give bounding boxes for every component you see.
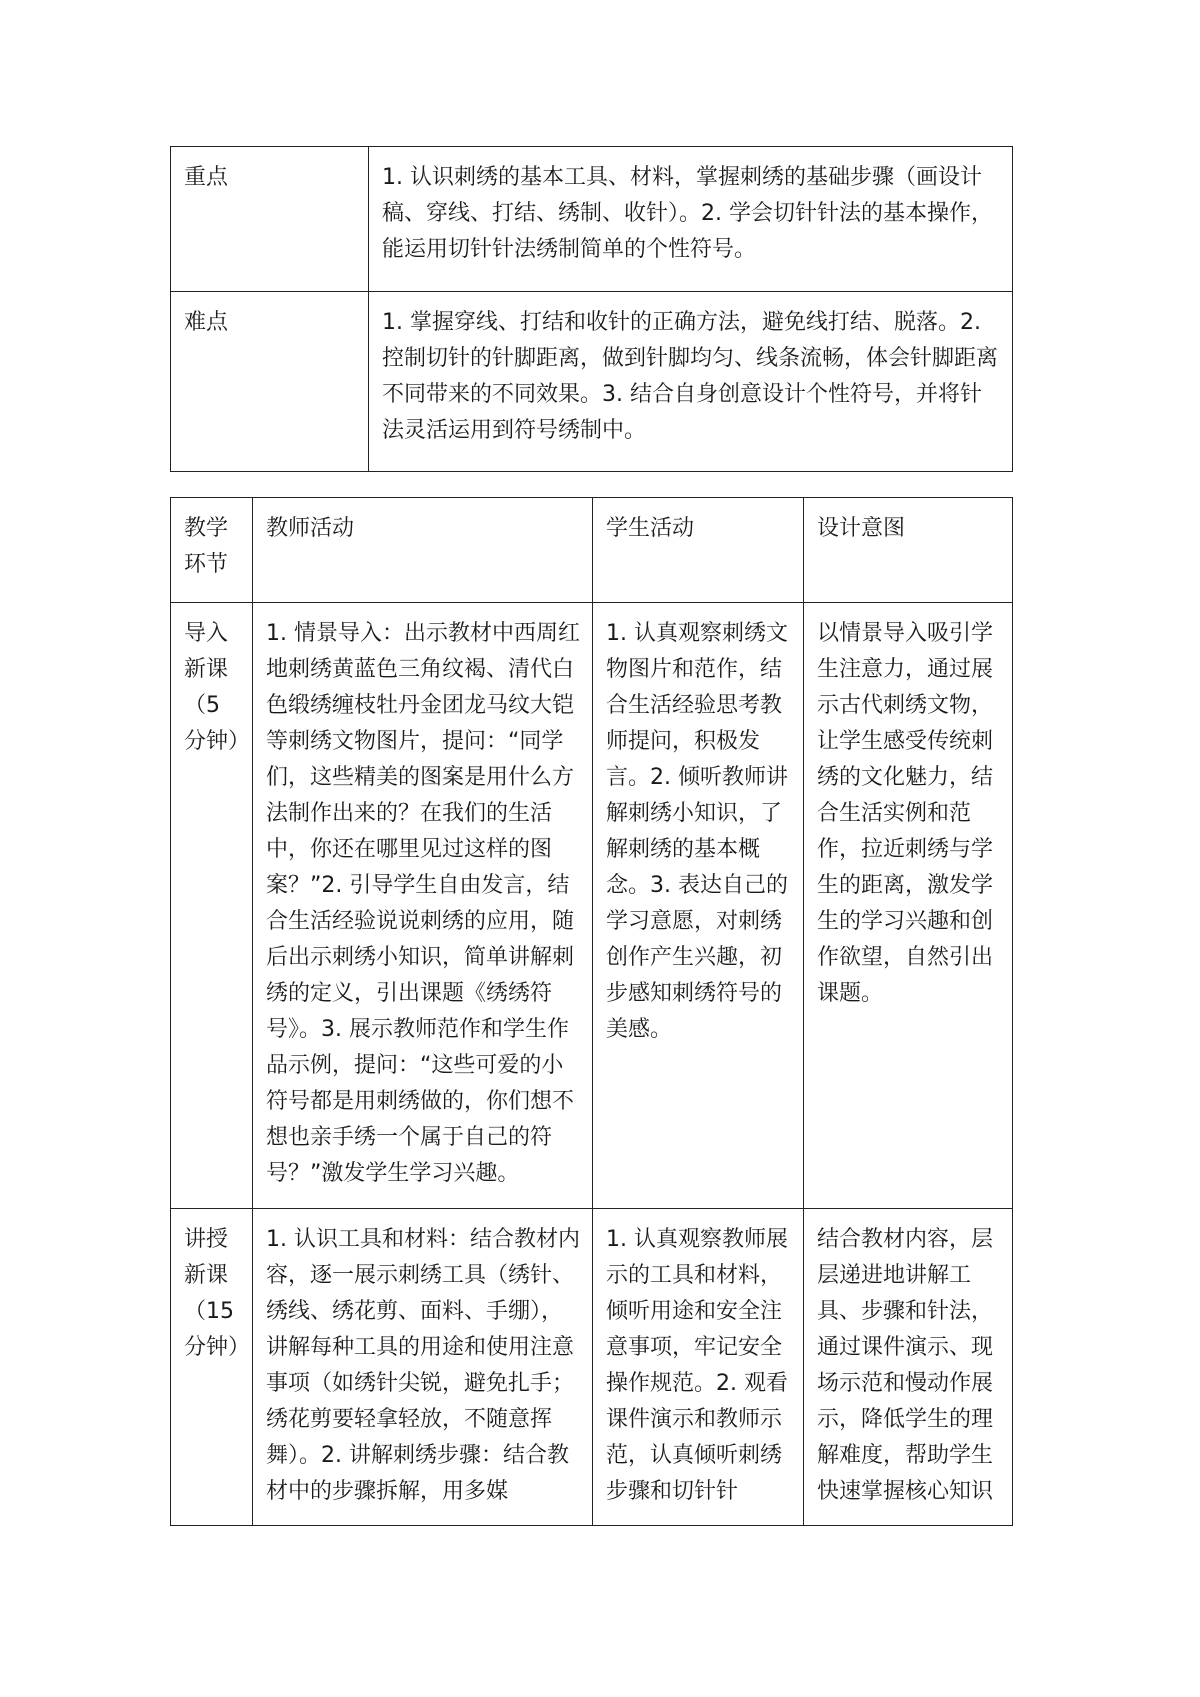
- design-intent-cell: 以情景导入吸引学生注意力，通过展示古代刺绣文物，让学生感受传统刺绣的文化魅力，结合生活实例和范作，拉近刺绣与学生的距离，激发学生的学习兴趣和创作欲望，自然引出课题。: [804, 603, 1013, 1209]
- header-design-intent: 设计意图: [804, 498, 1013, 603]
- key-points-content: 1. 认识刺绣的基本工具、材料，掌握刺绣的基础步骤（画设计稿、穿线、打结、绣制、收针）。2. 学会切针针法的基本操作，能运用切针针法绣制简单的个性符号。: [369, 147, 1013, 292]
- difficult-points-content: 1. 掌握穿线、打结和收针的正确方法，避免线打结、脱落。2. 控制切针的针脚距离，做到针脚均匀、线条流畅，体会针脚距离不同带来的不同效果。3. 结合自身创意设计个性符号，并将针法灵活运用到符号绣制中。: [369, 292, 1013, 472]
- student-activity-cell: 1. 认真观察刺绣文物图片和范作，结合生活经验思考教师提问，积极发言。2. 倾听教师讲解刺绣小知识，了解刺绣的基本概念。3. 表达自己的学习意愿，对刺绣创作产生兴趣，初步感知刺绣符号的美感。: [593, 603, 804, 1209]
- table-row: [171, 147, 1013, 292]
- header-teacher-activity: 教师活动: [253, 498, 593, 603]
- teaching-process-table: [170, 497, 1013, 1526]
- stage-cell: 导入新课（5分钟）: [171, 603, 253, 1209]
- table-row: [171, 603, 1013, 1209]
- table-header-row: [171, 498, 1013, 603]
- header-student-activity: 学生活动: [593, 498, 804, 603]
- table-row: [171, 1209, 1013, 1526]
- student-activity-cell: 1. 认真观察教师展示的工具和材料，倾听用途和安全注意事项，牢记安全操作规范。2. 观看课件演示和教师示范，认真倾听刺绣步骤和切针针: [593, 1209, 804, 1526]
- teacher-activity-cell: 1. 情景导入：出示教材中西周红地刺绣黄蓝色三角纹褐、清代白色缎绣缠枝牡丹金团龙马纹大铠等刺绣文物图片，提问：“同学们，这些精美的图案是用什么方法制作出来的？在我们的生活中，你还在哪里见过这样的图案？”2. 引导学生自由发言，结合生活经验说说刺绣的应用，随后出示刺绣小知识，简单讲解刺绣的定义，引出课题《绣绣符号》。3. 展示教师范作和学生作品示例，提问：“这些可爱的小符号都是用刺绣做的，你们想不想也亲手绣一个属于自己的符号？”激发学生学习兴趣。: [253, 603, 593, 1209]
- table-row: [171, 292, 1013, 472]
- difficult-points-label: 难点: [171, 292, 369, 472]
- teacher-activity-cell: 1. 认识工具和材料：结合教材内容，逐一展示刺绣工具（绣针、绣线、绣花剪、面料、手绷），讲解每种工具的用途和使用注意事项（如绣针尖锐，避免扎手；绣花剪要轻拿轻放，不随意挥舞）。2. 讲解刺绣步骤：结合教材中的步骤拆解，用多媒: [253, 1209, 593, 1526]
- header-stage: 教学环节: [171, 498, 253, 603]
- key-points-label: 重点: [171, 147, 369, 292]
- design-intent-cell: 结合教材内容，层层递进地讲解工具、步骤和针法，通过课件演示、现场示范和慢动作展示，降低学生的理解难度，帮助学生快速掌握核心知识: [804, 1209, 1013, 1526]
- stage-cell: 讲授新课（15分钟）: [171, 1209, 253, 1526]
- focus-table: [170, 146, 1013, 472]
